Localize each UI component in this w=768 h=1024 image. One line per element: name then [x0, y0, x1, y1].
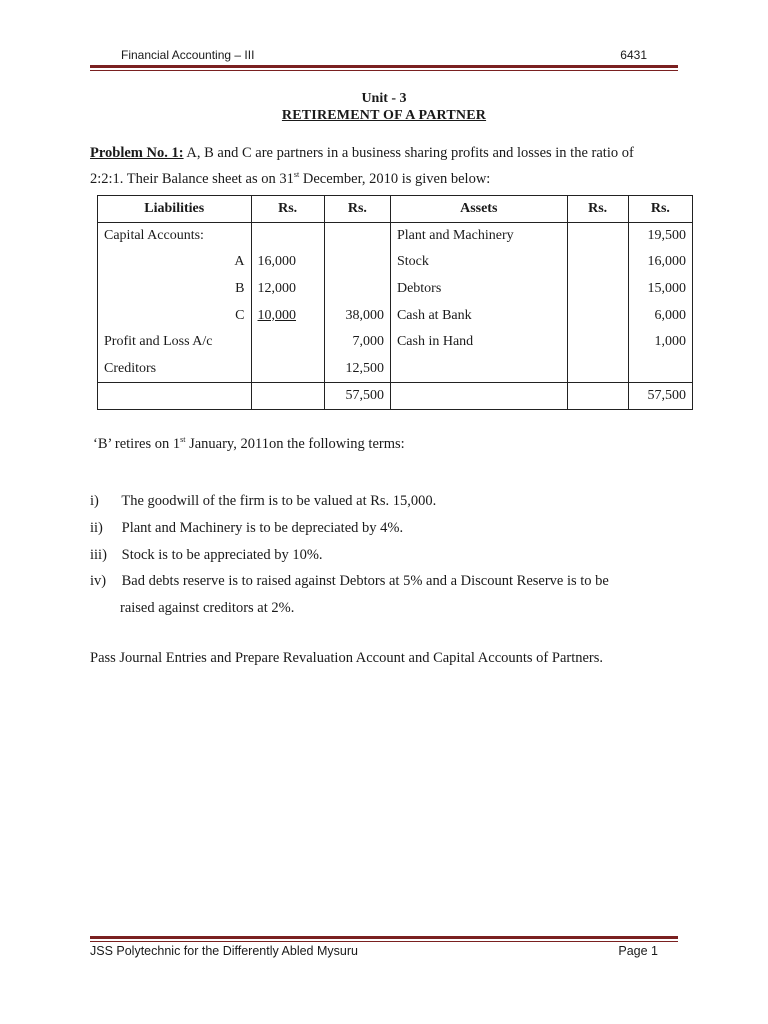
term-number: ii) [90, 519, 103, 536]
term-text-continued: raised against creditors at 2%. [120, 600, 295, 617]
total-row [98, 382, 693, 409]
amount-cell: 7,000 [324, 329, 390, 356]
amount-cell [251, 222, 324, 249]
page-footer [90, 935, 680, 965]
asset-cell: Cash at Bank [390, 302, 567, 329]
table-row [98, 276, 693, 303]
amount-cell [324, 222, 390, 249]
amount-cell [567, 249, 628, 276]
amount-cell [251, 356, 324, 383]
amount-cell [567, 356, 628, 383]
list-item [90, 515, 609, 542]
list-item [90, 488, 609, 515]
asset-cell: Stock [390, 249, 567, 276]
course-name: Financial Accounting – III [121, 48, 255, 62]
empty-cell [567, 382, 628, 409]
term-number: iv) [90, 573, 107, 590]
retire-text-sup: st [180, 435, 186, 445]
table-row [98, 356, 693, 383]
amount-cell [324, 276, 390, 303]
liability-cell: Creditors [98, 356, 252, 383]
col-header-rs: Rs. [628, 196, 692, 223]
header-rule-thick [90, 65, 678, 68]
amount-cell: 1,000 [628, 329, 692, 356]
liability-cell: A [98, 249, 252, 276]
col-header-assets: Assets [390, 196, 567, 223]
amount-cell [628, 356, 692, 383]
retire-text-pre: ‘B’ retires on 1 [93, 436, 181, 452]
asset-cell: Debtors [390, 276, 567, 303]
empty-cell [98, 382, 252, 409]
footer-rule-thin [90, 941, 678, 942]
problem-text-line2-post: December, 2010 is given below: [299, 171, 491, 187]
problem-text-line1: A, B and C are partners in a business sharing profits and losses in the ratio of [183, 145, 634, 161]
problem-statement [90, 140, 690, 192]
amount-cell: 6,000 [628, 302, 692, 329]
empty-cell [390, 382, 567, 409]
liability-cell: Profit and Loss A/c [98, 329, 252, 356]
amount-cell [251, 329, 324, 356]
col-header-rs: Rs. [567, 196, 628, 223]
liability-cell: C [98, 302, 252, 329]
amount-cell [324, 249, 390, 276]
problem-text-line2-sup: st [293, 170, 300, 180]
amount-cell: 16,000 [251, 249, 324, 276]
col-header-liabilities: Liabilities [98, 196, 252, 223]
balance-sheet-table [97, 195, 693, 410]
table-row [98, 302, 693, 329]
table-header-row [98, 196, 693, 223]
term-text: The goodwill of the firm is to be valued at Rs. 15,000. [121, 493, 437, 509]
page-header [90, 46, 680, 76]
term-text: Stock is to be appreciated by 10%. [121, 546, 323, 563]
page-title: RETIREMENT OF A PARTNER [281, 108, 487, 123]
list-item [90, 542, 609, 569]
liability-cell: Capital Accounts: [98, 222, 252, 249]
problem-label: Problem No. 1: [90, 145, 184, 161]
empty-cell [251, 382, 324, 409]
underlined-amount: 10,000 [257, 307, 297, 323]
asset-cell [390, 356, 567, 383]
term-text: Plant and Machinery is to be depreciated by 4%. [121, 519, 404, 536]
amount-cell: 16,000 [628, 249, 692, 276]
table-row [98, 249, 693, 276]
amount-cell [567, 329, 628, 356]
col-header-rs: Rs. [324, 196, 390, 223]
total-liabilities: 57,500 [324, 382, 390, 409]
instruction-text: Pass Journal Entries and Prepare Revaluation Account and Capital Accounts of Partners. [90, 650, 604, 666]
table-row [98, 329, 693, 356]
liability-cell: B [98, 276, 252, 303]
amount-cell: 38,000 [324, 302, 390, 329]
institution-name: JSS Polytechnic for the Differently Abled Mysuru [90, 944, 358, 958]
course-code: 6431 [620, 48, 647, 62]
amount-cell: 19,500 [628, 222, 692, 249]
amount-cell [251, 302, 324, 329]
header-rule-thin [90, 70, 678, 71]
asset-cell: Plant and Machinery [390, 222, 567, 249]
term-text: Bad debts reserve is to raised against Debtors at 5% and a Discount Reserve is to be [121, 573, 609, 590]
page-number: Page 1 [618, 944, 658, 958]
amount-cell: 12,500 [324, 356, 390, 383]
amount-cell [567, 222, 628, 249]
table-row [98, 222, 693, 249]
retire-text-post: January, 2011on the following terms: [185, 436, 405, 452]
terms-list [90, 488, 609, 622]
amount-cell [567, 302, 628, 329]
amount-cell [567, 276, 628, 303]
total-assets: 57,500 [628, 382, 692, 409]
term-number: i) [90, 493, 99, 509]
amount-cell: 12,000 [251, 276, 324, 303]
list-item [90, 568, 609, 622]
amount-cell: 15,000 [628, 276, 692, 303]
col-header-rs: Rs. [251, 196, 324, 223]
retirement-statement [93, 436, 405, 453]
unit-heading: Unit - 3 [361, 91, 407, 106]
asset-cell: Cash in Hand [390, 329, 567, 356]
term-number: iii) [90, 546, 107, 563]
problem-text-line2-pre: 2:2:1. Their Balance sheet as on 31 [90, 171, 294, 187]
footer-rule-thick [90, 936, 678, 939]
